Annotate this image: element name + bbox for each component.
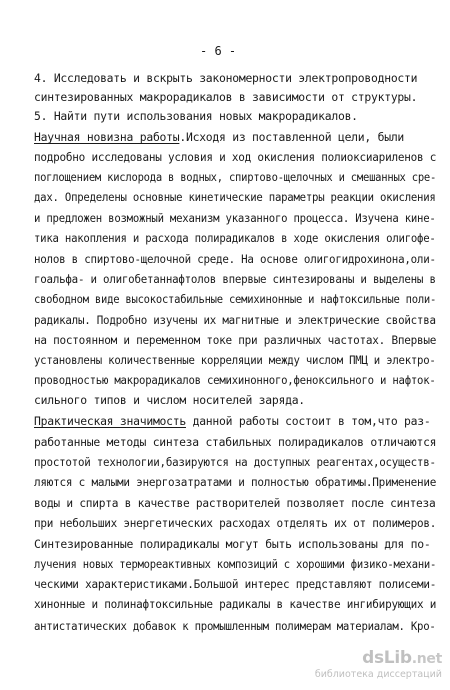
text-line [34, 435, 436, 449]
text-run: дах. Определены основные кинетические параметры реакции окисления [34, 190, 436, 204]
text-line [34, 414, 430, 428]
text-run: простотой технологии,базируются на доступных реагентах,осуществ- [34, 455, 436, 469]
dslib-watermark [314, 648, 442, 682]
text-run: поглощением кислорода в водных, спиртово-щелочных и смешанных сре- [34, 170, 437, 184]
text-run: данной работы состоит в том,что раз- [185, 414, 431, 428]
text-line [34, 272, 436, 286]
text-line [34, 619, 436, 633]
text-run: хинонные и полинафтоксильные радикалы в качестве ингибирующих и [34, 597, 437, 611]
text-run: 5. Найти пути использования новых макрорадикалов. [34, 109, 358, 123]
text-line [34, 333, 436, 347]
text-line [34, 90, 417, 104]
text-line [34, 150, 436, 164]
text-line [34, 211, 436, 225]
text-line [34, 252, 436, 266]
text-run: на постоянном и переменном токе при различных частотах. Впервые [34, 333, 437, 347]
text-line [34, 393, 305, 407]
text-line [34, 231, 436, 245]
text-run: нолов в спиртово-щелочной среде. На основе олигогидрохинона,оли- [34, 252, 436, 266]
text-run: Синтезированные полирадикалы могут быть использованы для по- [34, 537, 431, 551]
text-line [34, 353, 436, 367]
text-run: воды и спирта в качестве растворителей позволяет после синтеза [34, 496, 436, 510]
text-line [34, 373, 436, 387]
text-run: .Исходя из поставленной цели, были [179, 130, 405, 144]
text-line [34, 577, 436, 591]
text-run: антистатических добавок к промышленным полимерам материалам. Кро- [34, 619, 436, 633]
text-run: проводностью макрорадикалов семихинонного,феноксильного и нафток- [34, 373, 436, 387]
text-line [34, 455, 436, 469]
section-heading: Практическая значимость [34, 414, 186, 428]
text-run: подробно исследованы условия и ход окисления полиоксиариленов с [34, 150, 437, 164]
text-run: лучения новых термореактивных композиций с хорошими физико-механи- [34, 557, 437, 571]
text-line [34, 496, 435, 510]
text-run: синтезированных макрорадикалов в зависимости от структуры. [34, 90, 418, 104]
text-line [34, 190, 436, 204]
text-run: при небольших энергетических расходах отделять их от полимеров. [34, 516, 437, 530]
text-line [34, 475, 436, 489]
watermark-logo-text: dsLib [362, 648, 412, 668]
text-run: радикалы. Подробно изучены их магнитные и электрические свойства [34, 313, 436, 327]
text-run: и предложен возможный механизм указанного процесса. Изучена кинe- [34, 211, 436, 225]
text-line [34, 130, 404, 144]
text-run: сильного типов и числом носителей заряда. [34, 393, 305, 407]
text-line [34, 292, 436, 306]
text-line [34, 537, 430, 551]
text-line [34, 557, 436, 571]
text-line [34, 109, 358, 123]
text-run: 4. Исследовать и вскрыть закономерности электропроводности [34, 71, 418, 85]
text-line [34, 313, 436, 327]
watermark-subtitle: библиотека диссертаций [314, 669, 442, 680]
text-run: ляются с малыми энергозатратами и полностью обратимы.Применение [34, 475, 437, 489]
watermark-logo-domain: .net [411, 651, 442, 667]
section-heading: Научная новизна работы [34, 130, 180, 144]
page-number: - 6 - [200, 44, 237, 58]
text-line [34, 597, 436, 611]
text-line [34, 516, 436, 530]
text-line [34, 170, 436, 184]
watermark-logo [362, 648, 442, 668]
text-run: тика накопления и расхода полирадикалов в ходе окисления олигофе- [34, 231, 436, 245]
text-run: работанные методы синтеза стабильных полирадикалов отличаются [34, 435, 437, 449]
text-run: ческими характеристиками.Большой интерес представляют полисеми- [34, 577, 437, 591]
text-line [34, 71, 417, 85]
text-run: гоальфа- и олигобетаннафтолов впервые синтезированы и выделены в [34, 272, 436, 286]
text-run: свободном виде высокостабильные семихинонные и нафтоксильные поли- [34, 292, 437, 306]
text-run: установлены количественные корреляции между числом ПМЦ и электро- [34, 353, 436, 367]
